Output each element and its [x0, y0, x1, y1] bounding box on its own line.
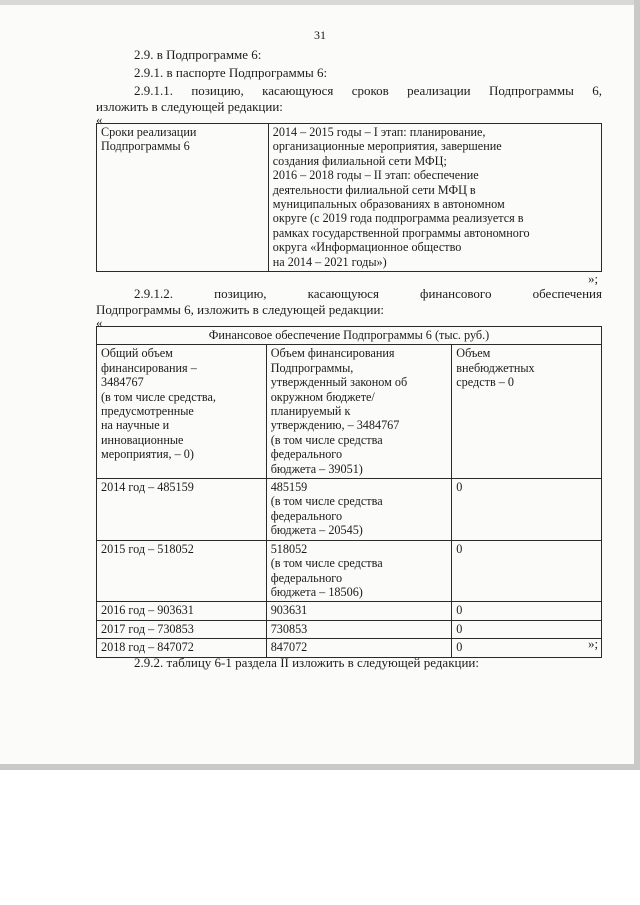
word: 2.9.1.1.: [134, 83, 173, 98]
financing-table: [96, 326, 602, 658]
terms-value-cell: 2014 – 2015 годы – I этап: планирование, организационные мероприятия, завершение создания филиальной сети МФЦ; 2016 – 2018 годы – II этап: обеспечение деятельности филиальной сети МФЦ в муниципальных образованиях в автономном округе (с 2019 года подпрограмма реализуется в рамках государственной программы автономного округа «Информационное общество на 2014 – 2021 годы»): [268, 124, 601, 272]
extrabudgetary-cell: 0: [452, 602, 602, 620]
word: сроков: [351, 83, 389, 98]
paragraph-2-9-1-1-line1: [134, 83, 602, 98]
year-cell: 2015 год – 518052: [97, 540, 267, 602]
year-cell: 2018 год – 847072: [97, 639, 267, 657]
table-row: [97, 602, 602, 620]
header-budget-financing: Объем финансирования Подпрограммы, утвержденный законом об окружном бюджете/ планируемый к утверждению, – 3484767 (в том числе средства федерального бюджета – 39051): [266, 345, 452, 479]
page-number: 31: [314, 28, 326, 42]
year-cell: 2014 год – 485159: [97, 479, 267, 541]
extrabudgetary-cell: 0: [452, 620, 602, 638]
open-quote: «: [96, 315, 103, 330]
close-quote: »;: [588, 271, 599, 286]
close-quote: »;: [588, 636, 599, 651]
terms-table: [96, 123, 602, 272]
section-heading-2-9: 2.9. в Подпрограмме 6:: [134, 47, 262, 62]
table-row: [97, 620, 602, 638]
header-total-financing: Общий объем финансирования – 3484767 (в том числе средства, предусмотренные на научные и инновационные мероприятия, – 0): [97, 345, 267, 479]
header-extrabudgetary: Объем внебюджетных средств – 0: [452, 345, 602, 479]
budget-cell: 485159 (в том числе средства федерального бюджета – 20545): [266, 479, 452, 541]
open-quote: «: [96, 112, 103, 127]
table-row: [97, 540, 602, 602]
table-title-row: [97, 327, 602, 345]
year-cell: 2016 год – 903631: [97, 602, 267, 620]
scan-edge-shadow: [0, 0, 640, 5]
word: 2.9.1.2.: [134, 286, 173, 301]
budget-cell: 730853: [266, 620, 452, 638]
word: позицию,: [191, 83, 244, 98]
table-row: [97, 124, 602, 272]
budget-cell: 903631: [266, 602, 452, 620]
section-heading-2-9-1: 2.9.1. в паспорте Подпрограммы 6:: [134, 65, 328, 80]
word: позицию,: [214, 286, 267, 301]
word: реализации: [407, 83, 471, 98]
terms-label-cell: Сроки реализации Подпрограммы 6: [97, 124, 269, 272]
word: касающуюся: [262, 83, 334, 98]
extrabudgetary-cell: 0: [452, 479, 602, 541]
extrabudgetary-cell: 0: [452, 540, 602, 602]
budget-cell: 518052 (в том числе средства федерального бюджета – 18506): [266, 540, 452, 602]
section-heading-2-9-2: 2.9.2. таблицу 6-1 раздела II изложить в следующей редакции:: [134, 655, 479, 670]
extrabudgetary-cell: 0: [452, 639, 602, 657]
paragraph-2-9-1-1-line2: изложить в следующей редакции:: [96, 99, 283, 114]
table-row: [97, 479, 602, 541]
year-cell: 2017 год – 730853: [97, 620, 267, 638]
word: финансового: [420, 286, 492, 301]
word: 6,: [592, 83, 602, 98]
paragraph-2-9-1-2-line1: [134, 286, 602, 301]
word: касающуюся: [307, 286, 379, 301]
table-header-row: [97, 345, 602, 479]
word: Подпрограммы: [488, 83, 574, 98]
budget-cell: 847072: [266, 639, 452, 657]
financing-table-title: Финансовое обеспечение Подпрограммы 6 (тыс. руб.): [97, 327, 602, 345]
word: обеспечения: [532, 286, 602, 301]
paragraph-2-9-1-2-line2: Подпрограммы 6, изложить в следующей редакции:: [96, 302, 385, 317]
